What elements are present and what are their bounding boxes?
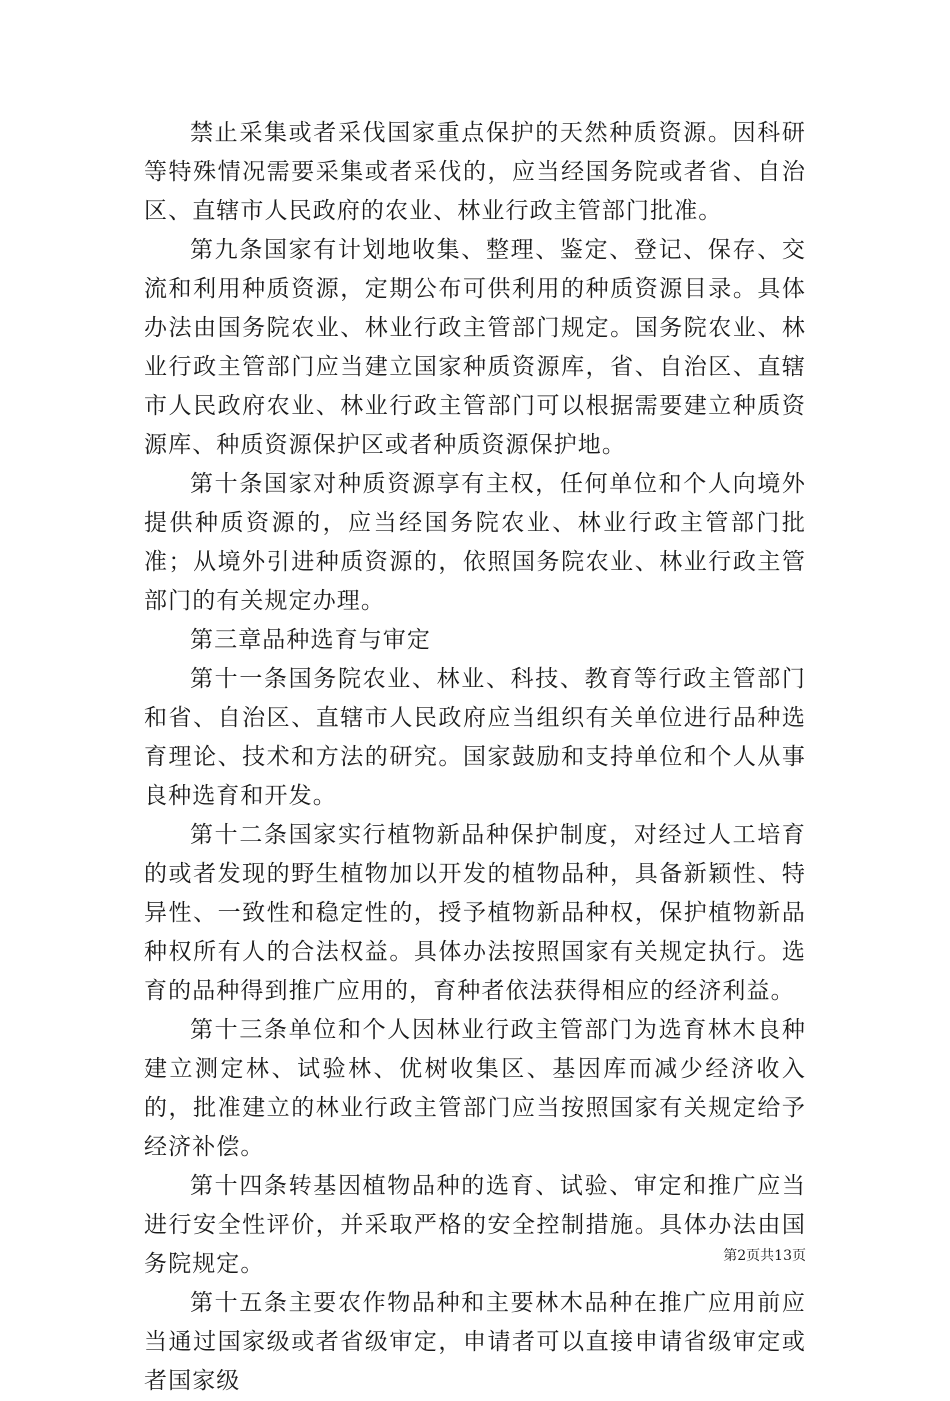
- paragraph-article-12: 第十二条国家实行植物新品种保护制度，对经过人工培育的或者发现的野生植物加以开发的植物品种，具备新颖性、特异性、一致性和稳定性的，授予植物新品种权，保护植物新品种权所有人的合法权益。具体办法按照国家有关规定执行。选育的品种得到推广应用的，育种者依法获得相应的经济利益。: [144, 822, 806, 1004]
- paragraph-article-10: 第十条国家对种质资源享有主权，任何单位和个人向境外提供种质资源的，应当经国务院农业、林业行政主管部门批准；从境外引进种质资源的，依照国务院农业、林业行政主管部门的有关规定办理。: [144, 471, 806, 614]
- document-body: [144, 114, 806, 1401]
- paragraph-article-14: 第十四条转基因植物品种的选育、试验、审定和推广应当进行安全性评价，并采取严格的安全控制措施。具体办法由国务院规定。: [144, 1173, 806, 1277]
- chapter-heading: 第三章品种选育与审定: [190, 627, 431, 653]
- total-pages-number: 13: [774, 1248, 792, 1264]
- paragraph-article-15: 第十五条主要农作物品种和主要林木品种在推广应用前应当通过国家级或者省级审定，申请者可以直接申请省级审定或者国家级: [144, 1290, 806, 1394]
- paragraph-article-13: 第十三条单位和个人因林业行政主管部门为选育林木良种建立测定林、试验林、优树收集区、基因库而减少经济收入的，批准建立的林业行政主管部门应当按照国家有关规定给予经济补偿。: [144, 1017, 806, 1160]
- footer-middle: 页共: [746, 1248, 775, 1264]
- page-number-footer: [723, 1247, 806, 1265]
- footer-suffix: 页: [792, 1248, 806, 1264]
- paragraph-prohibition: 禁止采集或者采伐国家重点保护的天然种质资源。因科研等特殊情况需要采集或者采伐的，应当经国务院或者省、自治区、直辖市人民政府的农业、林业行政主管部门批准。: [144, 120, 806, 224]
- footer-prefix: 第: [723, 1248, 738, 1264]
- current-page-number: 2: [737, 1248, 747, 1264]
- paragraph-article-9: 第九条国家有计划地收集、整理、鉴定、登记、保存、交流和利用种质资源，定期公布可供利用的种质资源目录。具体办法由国务院农业、林业行政主管部门规定。国务院农业、林业行政主管部门应当建立国家种质资源库，省、自治区、直辖市人民政府农业、林业行政主管部门可以根据需要建立种质资源库、种质资源保护区或者种质资源保护地。: [144, 237, 806, 458]
- paragraph-article-11: 第十一条国务院农业、林业、科技、教育等行政主管部门和省、自治区、直辖市人民政府应当组织有关单位进行品种选育理论、技术和方法的研究。国家鼓励和支持单位和个人从事良种选育和开发。: [144, 666, 806, 809]
